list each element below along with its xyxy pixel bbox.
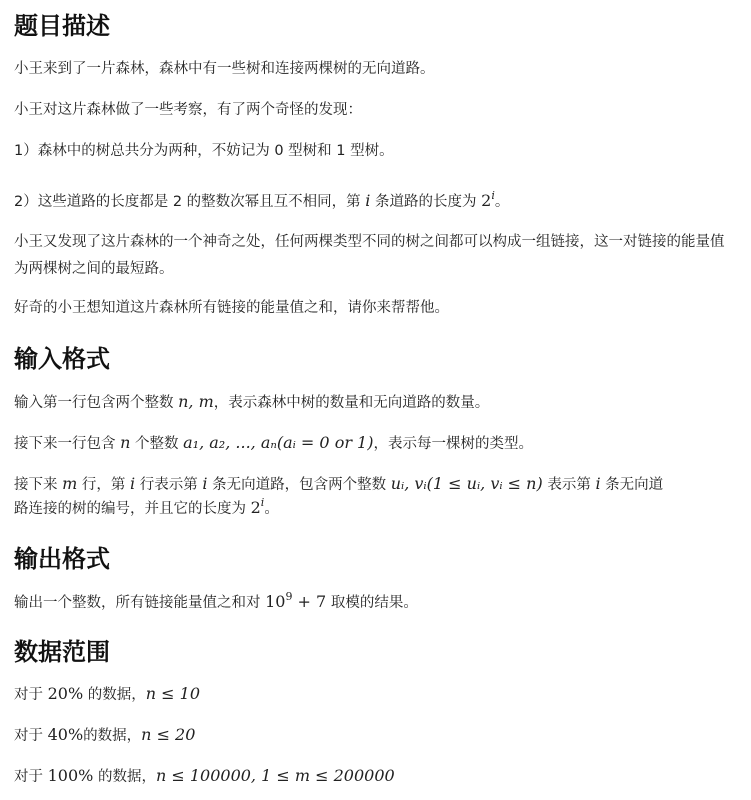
input-heading: 输入格式 — [14, 345, 110, 373]
input-line-3: 接下来 m 行，第 i 行表示第 i 条无向道路，包含两个整数 uᵢ, vᵢ(1 ≤ uᵢ, vᵢ ≤ n) 表示第 i 条无向道 — [14, 474, 664, 493]
input-line-3-continued: 路连接的树的编号，并且它的长度为 2$^i$。 — [14, 496, 279, 517]
output-line: 输出一个整数，所有链接能量值之和对 $10^9 + 7$ 取模的结果。 — [14, 590, 418, 611]
input-line-2: 接下来一行包含 n 个整数 a₁, a₂, ..., aₙ(aᵢ = 0 or 1)，表示每一棵树的类型。 — [14, 433, 533, 452]
description-paragraph-4: 2）这些道路的长度都是 2 的整数次幂且互不相同，第 i 条道路的长度为 2$^i$。 — [14, 189, 510, 210]
description-heading: 题目描述 — [14, 12, 110, 40]
output-heading: 输出格式 — [14, 545, 110, 573]
range-line-1: 对于 20% 的数据，n ≤ 10 — [14, 684, 201, 703]
input-line-1: 输入第一行包含两个整数 n, m，表示森林中树的数量和无向道路的数量。 — [14, 392, 490, 411]
description-paragraph-5: 小王又发现了这片森林的一个神奇之处，任何两棵类型不同的树之间都可以构成一组链接，这一对链接的能量值为两棵树之间的最短路。 — [14, 234, 725, 277]
range-line-3: 对于 100% 的数据，n ≤ 100000, 1 ≤ m ≤ 200000 — [14, 766, 395, 785]
description-paragraph-1: 小王来到了一片森林，森林中有一些树和连接两棵树的无向道路。 — [14, 61, 435, 77]
description-paragraph-2: 小王对这片森林做了一些考察，有了两个奇怪的发现： — [14, 102, 362, 118]
description-paragraph-6: 好奇的小王想知道这片森林所有链接的能量值之和，请你来帮帮他。 — [14, 300, 449, 316]
range-heading: 数据范围 — [14, 638, 110, 666]
range-line-2: 对于 40%的数据，n ≤ 20 — [14, 725, 196, 744]
description-paragraph-3: 1）森林中的树总共分为两种，不妨记为 0 型树和 1 型树。 — [14, 143, 394, 159]
